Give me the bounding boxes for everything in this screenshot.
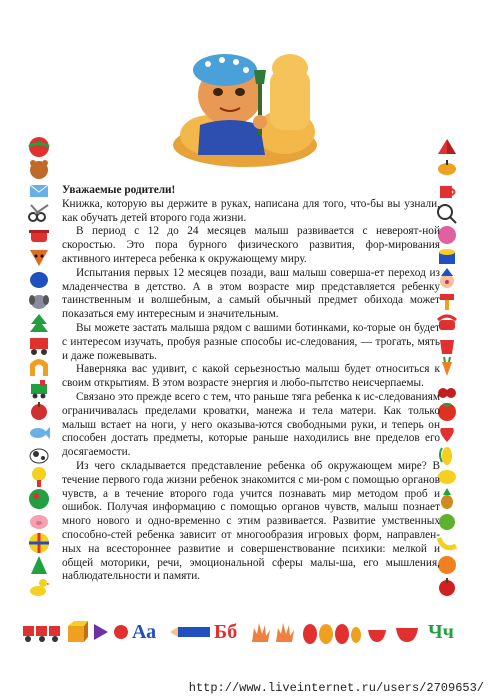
paragraph-3: Испытания первых 12 месяцев позади, ваш малыш соверша-ет переход из младенчества в детство. А в этом возрасте мир представляется ребенку таинственным и волшебным, а самый обычный предмет обихода может показаться ему интересным и значительным. <box>62 266 440 321</box>
cart-icon <box>28 334 52 356</box>
arch-icon <box>28 356 52 378</box>
bear-icon <box>28 158 52 180</box>
pyramid-icon <box>436 136 460 158</box>
duck-icon <box>28 576 52 598</box>
envelope-icon <box>28 180 52 202</box>
paragraph-6: Связано это прежде всего с тем, что раньше тяга ребенка к ис-следованиям ограничивалась пределами кроватки, манежа и тела матери. Как только малыш встает на ноги, у него оказыва-ются свободными руки, и теперь он способен достать предметы, которые раньше находились вне пределов его досягаемости. <box>62 390 440 459</box>
scissors-icon <box>28 202 52 224</box>
triangle-play-icon <box>92 620 110 644</box>
letter-ch-label: Чч <box>428 621 454 643</box>
blue-toy-icon <box>28 268 52 290</box>
teacups-icon <box>366 620 422 644</box>
matryoshka-icon <box>302 620 362 644</box>
tree-triangle-icon <box>28 312 52 334</box>
paragraph-2: В период с 12 до 24 месяцев малыш развивается с невероят-ной скоростью. Это пора бурного физического развития, фор-мирования активного интереса ребенка к окружающему миру. <box>62 225 440 265</box>
paragraph-5: Наверняка вас удивит, с какой серьезностью малыш будет относиться к своим открытиям. В этом возрасте энергия и любо-пытство неисчерпаемы. <box>62 363 440 390</box>
hands-icon <box>250 620 300 644</box>
greeting-heading: Уважаемые родители! <box>62 184 176 196</box>
illustration-svg <box>170 50 320 168</box>
paragraph-1: Книжка, которую вы держите в руках, написана для того, что-бы вы узнали, как обучать детей второго года жизни. <box>62 197 440 224</box>
train-icon <box>28 378 52 400</box>
bottom-decorative-row <box>22 620 474 644</box>
fish-icon <box>28 422 52 444</box>
rattle-icon <box>28 466 52 488</box>
pencil-icon <box>168 620 212 644</box>
pot-icon <box>28 224 52 246</box>
pig-icon <box>28 510 52 532</box>
apple-icon <box>28 400 52 422</box>
paragraph-4: Вы можете застать малыша рядом с вашими ботинками, ко-торые он будет с интересом изучать, пробуя разные способы ис-следования, — трогать, мять и даже пожевывать. <box>62 321 440 362</box>
paragraph-7: Из чего складывается представление ребенка об окружающем мире? В течение первого года жизни ребенок знакомится с ми-ром с помощью органов чувств, а в течение второго года учится познавать мир методом проб и ошибок. Получая информацию с помощью органов чувств, малыш познает много нового и одно-временно с этим развивается. Развитие умственных способно-стей ребенка зависит от многообразия игровых форм, направлен-ных на всестороннее развитие и совершенствование психики: мелкой и общей моторики, речи, эмоциональной сферы малы-ша, его мышления, наблюдательности и памяти. <box>62 459 440 583</box>
child-with-shovel-illustration <box>170 50 320 168</box>
red-circle-icon <box>112 620 130 644</box>
source-url[interactable]: http://www.liveinternet.ru/users/2709653/ <box>188 681 484 695</box>
ball-icon <box>28 136 52 158</box>
spinning-top-icon <box>436 158 460 180</box>
cone-icon <box>28 554 52 576</box>
cow-icon <box>28 444 52 466</box>
beach-ball-icon <box>28 532 52 554</box>
green-ball-icon <box>28 488 52 510</box>
fox-icon <box>28 246 52 268</box>
train-cars-icon <box>22 620 62 644</box>
letter-a-label: Аа <box>132 621 157 643</box>
parents-introduction-text <box>62 184 440 584</box>
dog-icon <box>28 290 52 312</box>
cube-icon <box>66 620 88 644</box>
letter-b-label: Бб <box>214 621 238 643</box>
